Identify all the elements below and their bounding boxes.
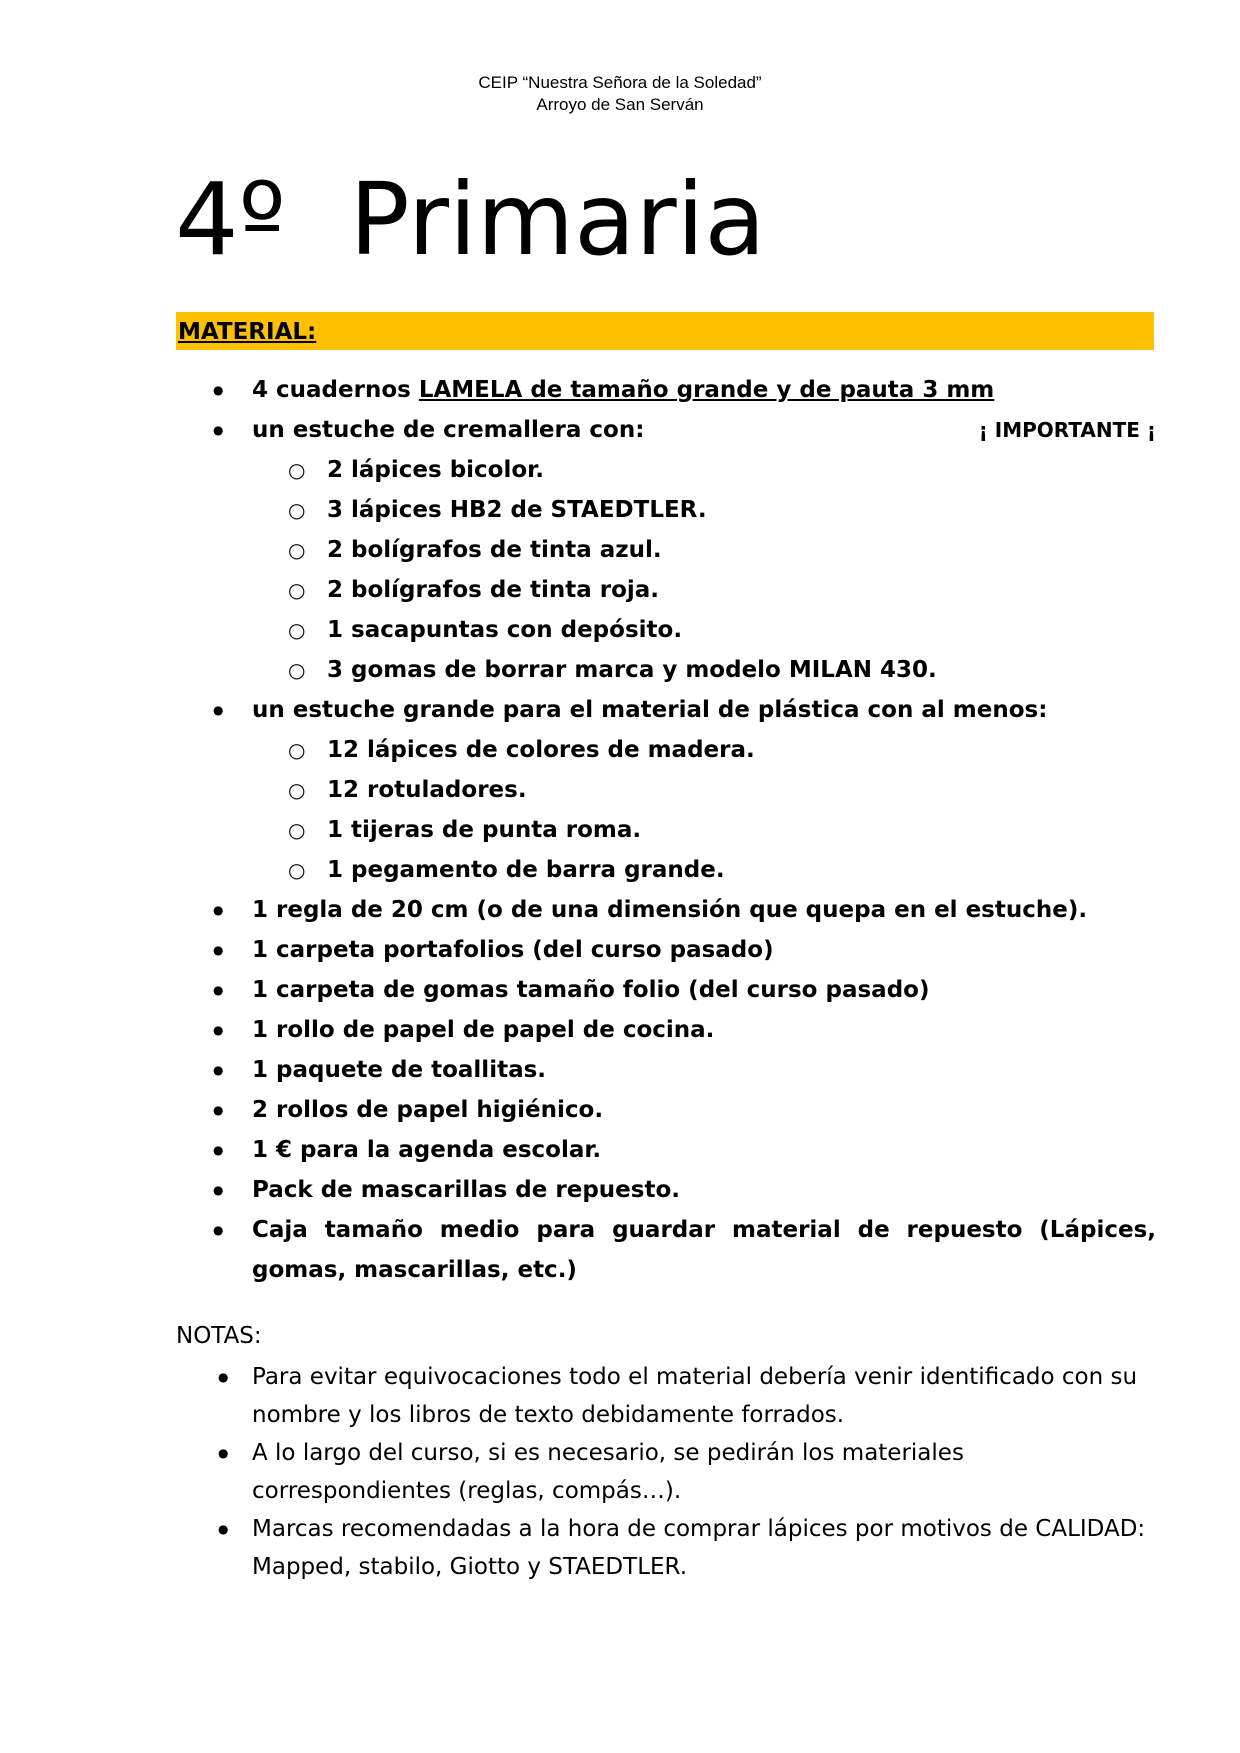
list-item: ● 1 carpeta de gomas tamaño folio (del curso pasado) bbox=[176, 970, 1156, 1010]
sub-list-item: ○ 3 gomas de borrar marca y modelo MILAN 430. bbox=[176, 650, 1156, 690]
sub-list-item: ○ 1 tijeras de punta roma. bbox=[176, 810, 1156, 850]
list-item: ● Caja tamaño medio para guardar material de repuesto (Lápices, gomas, mascarillas, etc.) bbox=[176, 1210, 1156, 1290]
material-highlight-bar bbox=[176, 312, 1154, 350]
sub-list-item: ○ 12 rotuladores. bbox=[176, 770, 1156, 810]
town-name: Arroyo de San Serván bbox=[536, 95, 704, 114]
sub-list-item: ○ 12 lápices de colores de madera. bbox=[176, 730, 1156, 770]
important-note: ¡ IMPORTANTE ¡ bbox=[978, 418, 1156, 442]
note-item: ● A lo largo del curso, si es necesario, se pedirán los materiales correspondientes (reglas, compás…). bbox=[176, 1434, 1156, 1510]
notes-list bbox=[176, 1358, 1156, 1586]
list-item: ● Pack de mascarillas de repuesto. bbox=[176, 1170, 1156, 1210]
list-item bbox=[176, 690, 1156, 890]
school-name: CEIP “Nuestra Señora de la Soledad” bbox=[478, 73, 762, 92]
note-item: ● Marcas recomendadas a la hora de comprar lápices por motivos de CALIDAD: Mapped, stabilo, Giotto y STAEDTLER. bbox=[176, 1510, 1156, 1586]
notes-heading: NOTAS: bbox=[176, 1323, 262, 1349]
page-header bbox=[0, 72, 1240, 116]
note-item: ● Para evitar equivocaciones todo el material debería venir identificado con su nombre y los libros de texto debidamente forrados. bbox=[176, 1358, 1156, 1434]
item-text: un estuche grande para el material de plástica con al menos: bbox=[252, 697, 1048, 723]
sub-list-item: ○ 3 lápices HB2 de STAEDTLER. bbox=[176, 490, 1156, 530]
list-item: ● 1 rollo de papel de papel de cocina. bbox=[176, 1010, 1156, 1050]
item-underlined-text: LAMELA de tamaño grande y de pauta 3 mm bbox=[418, 377, 995, 403]
sub-list-item: ○ 1 pegamento de barra grande. bbox=[176, 850, 1156, 890]
list-item: ● 2 rollos de papel higiénico. bbox=[176, 1090, 1156, 1130]
sub-list bbox=[252, 450, 1156, 690]
item-text: un estuche de cremallera con: bbox=[252, 417, 645, 443]
sub-list-item: ○ 1 sacapuntas con depósito. bbox=[176, 610, 1156, 650]
material-list bbox=[176, 370, 1156, 1290]
list-item: ● 1 regla de 20 cm (o de una dimensión que quepa en el estuche). bbox=[176, 890, 1156, 930]
sub-list-item: ○ 2 lápices bicolor. bbox=[176, 450, 1156, 490]
sub-list-item: ○ 2 bolígrafos de tinta azul. bbox=[176, 530, 1156, 570]
item-text: 4 cuadernos bbox=[252, 377, 419, 403]
material-heading: MATERIAL: bbox=[178, 319, 317, 345]
list-item bbox=[176, 410, 1156, 690]
list-item: ● 1 paquete de toallitas. bbox=[176, 1050, 1156, 1090]
list-item: ● 1 carpeta portafolios (del curso pasado) bbox=[176, 930, 1156, 970]
list-item: ● 1 € para la agenda escolar. bbox=[176, 1130, 1156, 1170]
sub-list-item: ○ 2 bolígrafos de tinta roja. bbox=[176, 570, 1156, 610]
page-title: 4º Primaria bbox=[175, 161, 766, 278]
sub-list bbox=[252, 730, 1156, 890]
